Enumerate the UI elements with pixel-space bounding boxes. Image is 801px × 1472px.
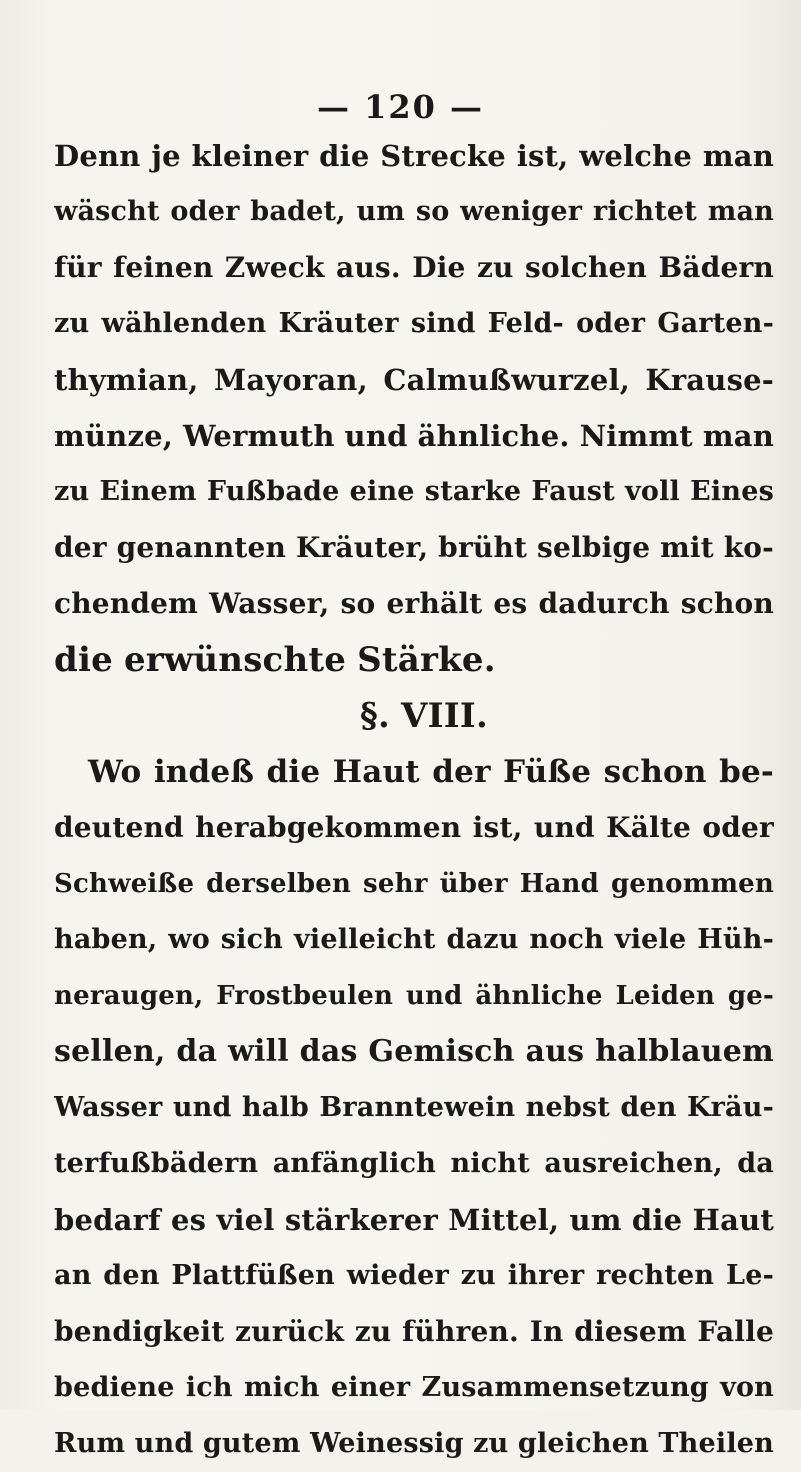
text-line: Rum und gutem Weinessig zu gleichen Theilen (54, 1428, 774, 1459)
text-line: für feinen Zweck aus. Die zu solchen Bädern (54, 251, 774, 284)
text-line: zu Einem Fußbade eine starke Faust voll Eines (54, 476, 774, 507)
text-line: bediene ich mich einer Zusammensetzung von (54, 1372, 774, 1403)
text-line: neraugen, Frostbeulen und ähnliche Leiden ge- (54, 981, 774, 1011)
text-line: thymian, Mayoran, Calmußwurzel, Krause- (54, 363, 774, 397)
section-heading: §. VIII. (360, 696, 488, 736)
text-line: bendigkeit zurück zu führen. In diesem Falle (54, 1315, 774, 1348)
text-line: haben, wo sich vielleicht dazu noch viele Hüh- (54, 924, 774, 955)
text-line: Denn je kleiner die Strecke ist, welche man (54, 139, 774, 173)
text-line: die erwünschte Stärke. (54, 640, 496, 680)
text-line: sellen, da will das Gemisch aus halblauem (54, 1034, 774, 1069)
text-line: Schweiße derselben sehr über Hand genommen (54, 869, 774, 899)
text-line: an den Plattfüßen wieder zu ihrer rechten Le- (54, 1260, 774, 1291)
body-text (54, 128, 774, 1472)
page-number: — 120 — (316, 88, 485, 126)
text-line: Wasser und halb Branntewein nebst den Kräu- (54, 1092, 774, 1123)
text-line: wäscht oder badet, um so weniger richtet man (54, 196, 774, 227)
text-line: chendem Wasser, so erhält es dadurch schon (54, 587, 774, 620)
text-line: deutend herabgekommen ist, und Kälte oder (54, 811, 774, 844)
text-line: Wo indeß die Haut der Füße schon be- (88, 754, 774, 790)
text-line: terfußbädern anfänglich nicht ausreichen, da (54, 1148, 774, 1179)
text-line: zu wählenden Kräuter sind Feld- oder Garten- (54, 308, 774, 339)
text-line: der genannten Kräuter, brüht selbige mit ko- (54, 531, 774, 564)
text-line: münze, Wermuth und ähnliche. Nimmt man (54, 419, 774, 453)
text-line: bedarf es viel stärkerer Mittel, um die Haut (54, 1203, 774, 1237)
